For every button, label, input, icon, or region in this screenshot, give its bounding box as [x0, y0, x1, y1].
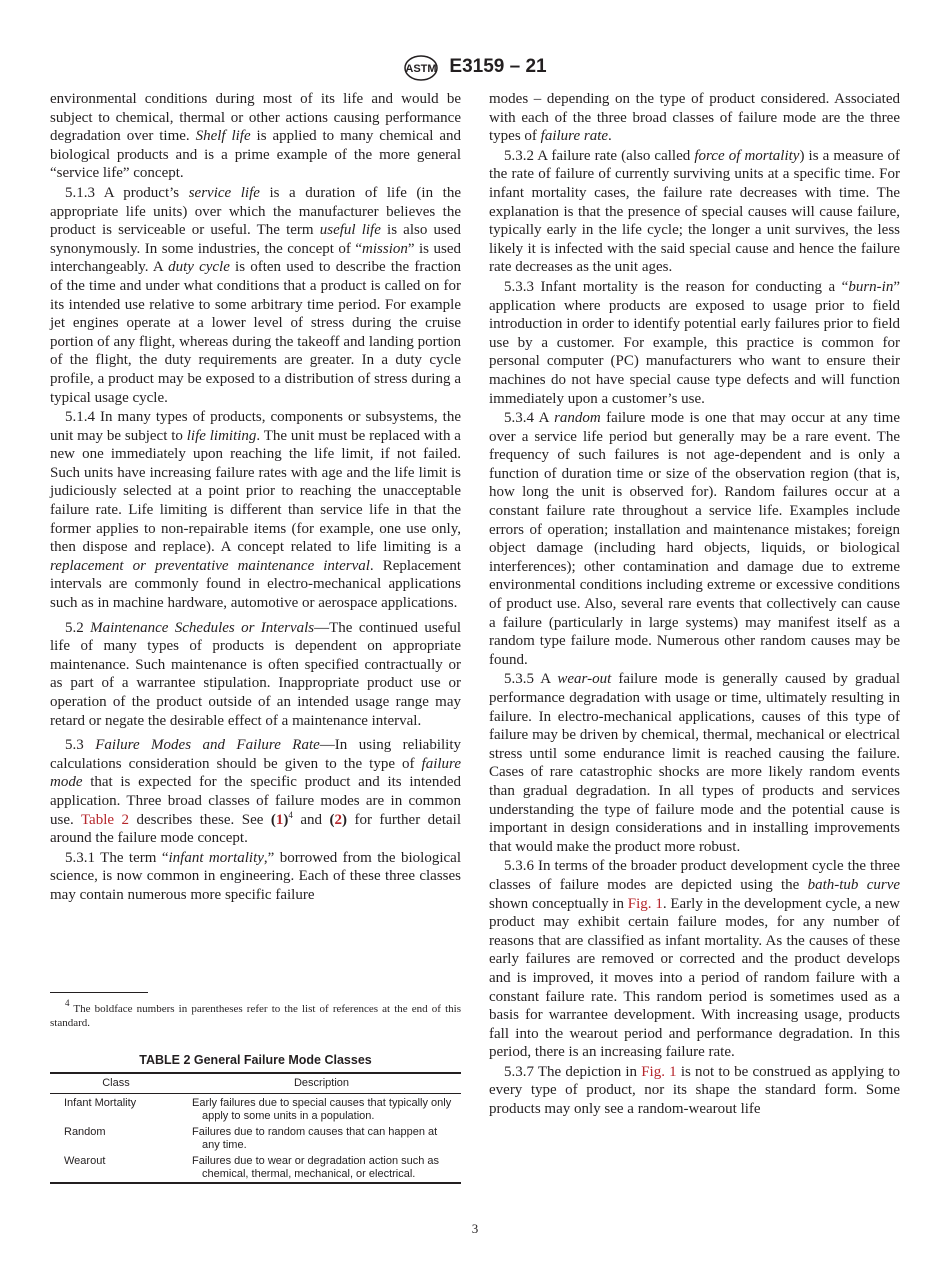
description-cell: Failures due to random causes that can happen at any time.: [192, 1126, 438, 1151]
text-run: —In using reliability calculations consideration should be given to the type of: [50, 737, 461, 772]
text-run: that is expected for the specific product and its intended application. Three broad classes of failure modes are in common use.: [50, 774, 461, 828]
text-run: burn-in: [848, 278, 894, 295]
text-run: force of mortality: [694, 147, 800, 164]
failure-mode-table: [50, 1072, 461, 1184]
text-run: infant mortality: [168, 849, 264, 866]
text-run: Shelf life: [195, 128, 251, 145]
paragraph: [50, 619, 461, 731]
class-cell: Wearout: [64, 1155, 106, 1167]
paragraph: [489, 147, 900, 277]
text-run: bath-tub curve: [807, 876, 901, 893]
text-run: shown conceptually in: [489, 895, 628, 912]
text-run: service life: [188, 184, 260, 201]
footnote: [50, 998, 461, 1030]
class-cell: Random: [64, 1126, 106, 1138]
cross-reference-link[interactable]: Fig. 1: [641, 1063, 677, 1080]
text-run: for further detail around the failure mode concept.: [50, 811, 461, 847]
text-run: failure mode is one that may occur at any time over a service life period but generally may be a rare event. The frequency of such failures is not age-dependent and is only a function of duration time or size of the observation region (that is, how long the unit is observed for). Random failures occur at a constant failure rate throughout a service life. Examples include errors of operation; installation and maintenance mistakes; foreign object damage (including hard objects, liquids, or biological interferences); other contamination and damage due to extreme environmental conditions including extreme or excessive conditions of product use. Also, several rare events that collectively can cause a failure (particularly in large systems) may manifest itself as a random type failure mode. Numerous other random causes may be found.: [489, 410, 900, 668]
text-run: . Early in the development cycle, a new product may exhibit certain failure modes, for any number of reasons that are classified as infant mortality. As the causes of these early failures are removed or corrected and the product develops and is improved, it moves into a period of random failure with a constant failure rate. This random period is sometimes used as a basis for warrantee development. With increasing usage, products fall into the wearout period and performance degradation. In this period, there is an increasing failure rate.: [489, 895, 900, 1061]
text-run: ): [283, 811, 289, 828]
text-run: 5.1.4 In many types of products, components or subsystems, the unit may be subject to: [50, 409, 461, 444]
text-run: is not to be construed as applying to every type of product, nor its shape the standard form. Some products may only see a random-wearout life: [489, 1063, 900, 1118]
text-run: life limiting: [186, 427, 257, 444]
astm-logo-icon: [403, 52, 439, 82]
text-run: Failure Modes and Failure Rate: [95, 737, 320, 754]
cross-reference-link[interactable]: Table 2: [80, 811, 129, 828]
paragraph: [50, 408, 461, 613]
text-run: wear-out: [557, 671, 612, 688]
text-run: . The unit must be replaced with a new one immediately upon reaching the life limit, if not failed. Such units have increasing failure rates with age and the life limit is judiciously selected at a point prior to reaching the unacceptable failure rate. Life limiting is different than service life in that the former applies to non-repairable items (for example, one use only, then dispose and replace). A concept related to life limiting is a: [50, 427, 461, 556]
table-header-row: [50, 1073, 461, 1094]
table-row: [50, 1094, 461, 1125]
paragraph: [50, 184, 461, 407]
text-run: ,” borrowed from the biological science, is now common in engineering. Each of these three classes may contain numerous more specific failure: [50, 849, 461, 903]
footnote-text: The boldface numbers in parentheses refer to the list of references at the end of this standard.: [50, 1003, 461, 1029]
paragraph: [489, 278, 900, 408]
text-run: 5.3: [65, 737, 96, 754]
paragraph: [489, 90, 900, 146]
text-run: 5.3.4 A: [504, 410, 555, 427]
text-run: 5.3.6 In terms of the broader product development cycle the three classes of failure modes are depicted using the: [489, 858, 900, 893]
reference-link[interactable]: 2: [334, 811, 342, 828]
footnote-ref[interactable]: 4: [288, 809, 293, 820]
text-run: ): [341, 811, 347, 828]
text-run: 5.3.5 A: [504, 671, 558, 688]
text-run: failure mode is generally caused by gradual performance degradation with usage or time, ultimately resulting in failure. In electro-mechanical applications, causes of this type of failure may be driven by chemical, thermal, mechanical or electrical stress until some endurance limit is reached causing the failure. Cases of rare catastrophic shocks are more likely random events than gradual degradation. In all types of products and services understanding the type of failure mode and the potential cause is important in design considerations and in installing improvements that would make the product more robust.: [489, 671, 900, 855]
text-run: useful life: [319, 222, 381, 239]
text-run: (: [329, 811, 335, 828]
text-run: Maintenance Schedules or Intervals: [90, 619, 315, 636]
paragraph: [489, 409, 900, 669]
text-run: modes – depending on the type of product considered. Associated with each of the three broad classes of failure mode are the three types of: [489, 91, 900, 145]
text-run: replacement or preventative maintenance interval: [50, 557, 370, 574]
text-run: is also used synonymously. In some industries, the concept of “: [50, 222, 461, 257]
reference-link[interactable]: 1: [275, 811, 284, 828]
text-run: 5.1.3 A product’s: [65, 184, 189, 201]
column-header-class: Class: [102, 1077, 130, 1089]
paragraph: [489, 1063, 900, 1119]
text-run: is often used to describe the fraction of the time and under what conditions that a product is called on for its intended use relative to some arbitrary time period. For example jet engines operate at a lower level of stress during the cruise portion of any flight, whereas during the takeoff and landing portion of the flight, the duty requirements are greater. In a duty cycle profile, a product may be exposed to a distribution of stress during a typical usage cycle.: [50, 259, 461, 406]
right-column: [489, 90, 900, 1120]
text-run: ” application where products are exposed to usage prior to field introduction in order to identify potential early failures prior to field use by a customer. For example, this practice is common for personal computer (PC) manufacturers who want to ensure their machines do not have special cause type defects and will function immediately upon a customer’s use.: [489, 278, 900, 407]
text-run: environmental conditions during most of its life and would be subject to chemical, thermal or other actions causing performance degradation over time.: [50, 91, 461, 145]
text-run: mission: [362, 240, 408, 257]
text-run: . Replacement intervals are commonly found in electro-mechanical applications such as in machine hardware, automotive or aerospace applications.: [50, 557, 461, 612]
text-run: .: [608, 128, 612, 145]
text-run: random: [554, 410, 601, 427]
text-run: is a duration of life (in the appropriate life units) over which the manufacturer believes the product is serviceable or useful. The term: [50, 184, 461, 239]
text-run: is applied to many chemical and biological products and is a prime example of the more general “service life” concept.: [50, 128, 461, 182]
text-run: describes these. See: [129, 811, 271, 828]
text-run: 5.3.3 Infant mortality is the reason for conducting a “: [504, 278, 849, 295]
cross-reference-link[interactable]: Fig. 1: [627, 895, 663, 912]
text-run: 5.3.2 A failure rate (also called: [504, 147, 695, 164]
footnote-marker: 4: [65, 998, 70, 1008]
text-run: ” is used interchangeably. A: [50, 240, 461, 276]
description-cell: Early failures due to special causes that typically only apply to some units in a population.: [192, 1097, 452, 1122]
text-run: 5.2: [65, 619, 91, 636]
text-run: (: [270, 811, 276, 828]
text-run: and: [292, 811, 330, 828]
footnote-divider: [50, 992, 148, 993]
table-title: TABLE 2 General Failure Mode Classes: [139, 1053, 372, 1067]
paragraph: [50, 90, 461, 183]
paragraph: [489, 857, 900, 1062]
page-number: 3: [471, 1221, 479, 1236]
designation: E3159 – 21: [449, 56, 547, 77]
text-run: —The continued useful life of many types of products is dependent on appropriate maintenance. Such maintenance is often specified contractually or as part of a warrantee stipulation. Inappropriate product use or operation of the product outside of an intended usage range may retard or negate the desirable effect of a maintenance interval.: [50, 619, 461, 729]
column-header-description: Description: [293, 1077, 350, 1089]
paragraph: [50, 736, 461, 848]
text-run: failure mode: [50, 755, 461, 791]
text-run: 5.3.7 The depiction in: [504, 1063, 642, 1080]
text-run: ) is a measure of the rate of failure of currently surviving units at a specific time. For infant mortality cases, the failure rate decreases with time. The explanation is that the presence of special causes will cause failure, typically early in the life cycle; the longer a unit survives, the less likely it is infected with the said special cause and hence the failure rate decreases as the unit ages.: [489, 147, 900, 276]
table-row: [50, 1124, 461, 1153]
description-cell: Failures due to wear or degradation action such as chemical, thermal, mechanical, or electrical.: [192, 1155, 440, 1180]
left-column: [50, 90, 461, 906]
svg-text:ASTM: ASTM: [405, 63, 437, 75]
table-row: [50, 1153, 461, 1183]
class-cell: Infant Mortality: [64, 1097, 137, 1109]
text-run: 5.3.1 The term “: [65, 849, 169, 866]
page-header: [0, 52, 950, 82]
paragraph: [489, 670, 900, 856]
text-run: failure rate: [540, 128, 609, 145]
text-run: duty cycle: [168, 259, 230, 276]
paragraph: [50, 849, 461, 905]
